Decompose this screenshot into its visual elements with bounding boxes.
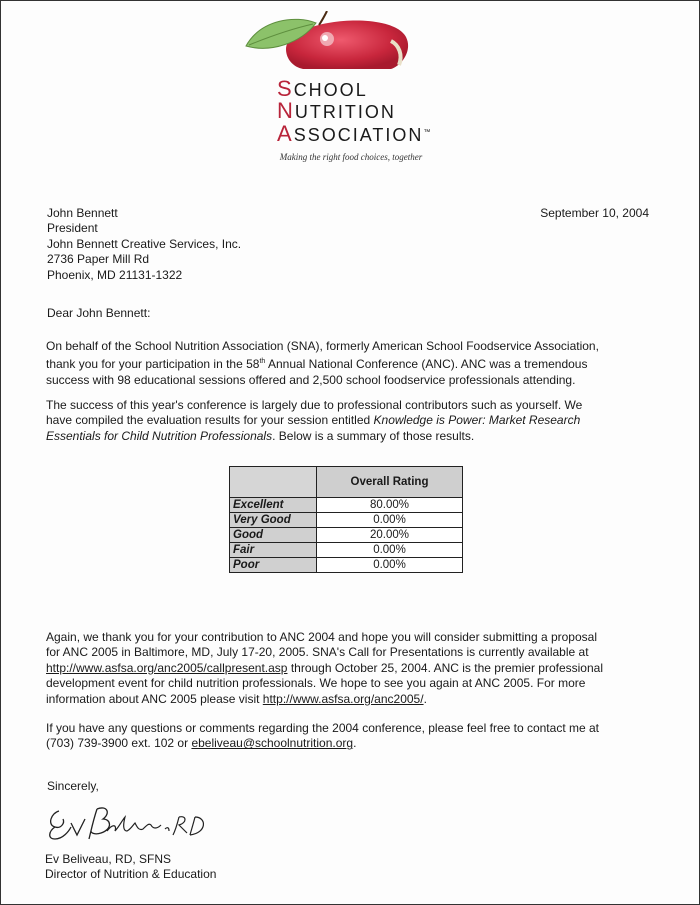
rating-label: Fair (230, 543, 317, 558)
p2-line1: The success of this year's conference is largely due to professional contributors such as yourself. We (46, 398, 583, 412)
recipient-address (47, 206, 241, 283)
paragraph-anc2005 (46, 630, 652, 707)
rating-header: Overall Rating (317, 467, 463, 498)
closing: Sincerely, (47, 779, 99, 793)
rating-value: 0.00% (317, 558, 463, 573)
apple-icon (241, 11, 441, 81)
p4-line2: (703) 739-3900 ext. 102 or ebeliveau@schoolnutrition.org. (46, 736, 357, 751)
call-for-presentations-link[interactable]: http://www.asfsa.org/anc2005/callpresent.asp (46, 660, 288, 675)
rating-label: Excellent (230, 498, 317, 513)
recipient-name: John Bennett (47, 206, 118, 220)
table-row (230, 513, 463, 528)
p3-line2: for ANC 2005 in Baltimore, MD, July 17-20, 2005. SNA's Call for Presentations is currently available at (46, 645, 589, 660)
recipient-street: 2736 Paper Mill Rd (47, 252, 150, 267)
paragraph-evaluation (46, 398, 652, 444)
p3-line3: http://www.asfsa.org/anc2005/callpresent.asp through October 25, 2004. ANC is the premier professional (46, 660, 603, 675)
logo-wordmark (277, 76, 431, 147)
rating-table (229, 466, 463, 573)
table-row (230, 498, 463, 513)
session-title: Knowledge is Power: Market Research (373, 413, 581, 428)
logo-line-school: SCHOOL (277, 76, 368, 101)
rating-value: 80.00% (317, 498, 463, 513)
rating-header-row (230, 467, 463, 498)
p3-line4: development event for child nutrition professionals. We hope to see you again at ANC 2005. For more (46, 676, 586, 691)
sna-logo (241, 11, 441, 151)
rating-label: Very Good (230, 513, 317, 528)
rating-label: Poor (230, 558, 317, 573)
handwritten-signature (41, 801, 211, 845)
p2-line3: Essentials for Child Nutrition Professionals. Below is a summary of those results. (46, 428, 475, 443)
rating-value: 20.00% (317, 528, 463, 543)
rating-value: 0.00% (317, 513, 463, 528)
signer-name: Ev Beliveau, RD, SFNS (45, 852, 172, 866)
table-row (230, 528, 463, 543)
paragraph-intro (46, 339, 652, 388)
recipient-title: President (47, 221, 98, 236)
paragraph-contact (46, 721, 652, 752)
logo-tagline: Making the right food choices, together (279, 152, 423, 162)
signature-block (45, 852, 216, 882)
recipient-company: John Bennett Creative Services, Inc. (47, 236, 242, 251)
p1-line3: success with 98 educational sessions offered and 2,500 school foodservice professionals attending. (46, 372, 576, 387)
p2-line2: have compiled the evaluation results for your session entitled Knowledge is Power: Market Research (46, 413, 581, 428)
anc2005-link[interactable]: http://www.asfsa.org/anc2005/ (262, 691, 424, 706)
rating-label: Good (230, 528, 317, 543)
table-row (230, 558, 463, 573)
recipient-city: Phoenix, MD 21131-1322 (47, 267, 183, 282)
p4-line1: If you have any questions or comments regarding the 2004 conference, please feel free to contact me at (46, 721, 599, 735)
salutation: Dear John Bennett: (47, 306, 151, 320)
p1-line1: On behalf of the School Nutrition Association (SNA), formerly American School Foodservice Association, (46, 339, 599, 353)
session-title-cont: Essentials for Child Nutrition Professionals (46, 428, 273, 443)
letter-date: September 10, 2004 (540, 206, 649, 220)
rating-value: 0.00% (317, 543, 463, 558)
signer-title: Director of Nutrition & Education (45, 867, 217, 881)
p3-line1: Again, we thank you for your contribution to ANC 2004 and hope you will consider submitting a proposal (46, 630, 597, 644)
logo-line-nutrition: NUTRITION (277, 98, 396, 123)
rating-header-blank (230, 467, 317, 498)
email-link[interactable]: ebeliveau@schoolnutrition.org (191, 736, 354, 751)
p3-line5: information about ANC 2005 please visit http://www.asfsa.org/anc2005/. (46, 691, 427, 706)
trademark: ™ (423, 129, 431, 136)
p1-line2: thank you for your participation in the 58th Annual National Conference (ANC). ANC was a tremendous (46, 357, 588, 372)
logo-line-association: ASSOCIATION (277, 121, 424, 147)
table-row (230, 543, 463, 558)
